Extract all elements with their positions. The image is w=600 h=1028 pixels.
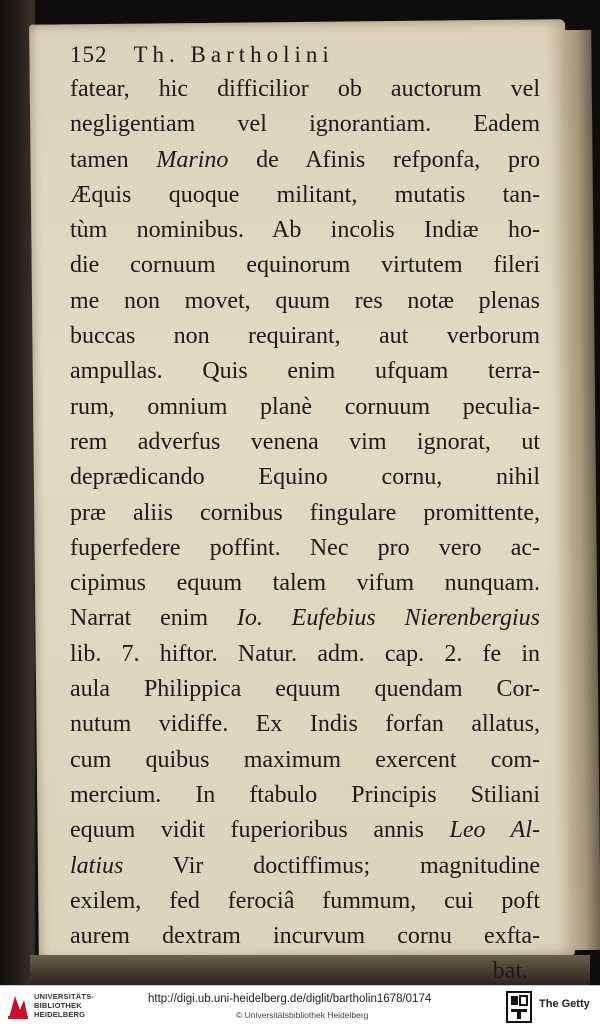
text-segment: deprædicando Equino cornu, nihil — [70, 464, 540, 491]
text-segment: cum quibus maximum exercent com- — [70, 746, 540, 773]
getty-logo-icon — [506, 991, 532, 1023]
text-segment: præ aliis cornibus fingulare promittente, — [70, 499, 540, 526]
text-line — [70, 178, 540, 213]
text-line — [70, 425, 540, 460]
text-segment: fatear, hic difficilior ob auctorum vel — [70, 76, 540, 102]
text-segment: die cornuum equinorum virtutem fileri — [70, 252, 540, 279]
text-segment: Vir doctiffimus; magnitudine — [123, 852, 540, 879]
text-segment: cipimus equum talem vifum nunquam. — [70, 570, 540, 597]
text-segment: tùm nominibus. Ab incolis Indiæ ho- — [70, 217, 540, 244]
copyright-notice: © Universitätsbibliothek Heidelberg — [236, 1010, 369, 1020]
text-segment: rem adverfus venena vim ignorat, ut — [70, 428, 540, 455]
text-segment: tamen — [70, 146, 157, 173]
library-name-line: HEIDELBERG — [34, 1010, 86, 1019]
text-segment: aurem dextram incurvum cornu exfta- — [70, 923, 540, 950]
text-line — [70, 354, 540, 389]
text-line — [70, 566, 540, 601]
text-line — [70, 672, 540, 707]
text-segment: Narrat enim — [70, 605, 237, 632]
text-line — [70, 248, 540, 283]
text-segment: negligentiam vel ignorantiam. Eadem — [70, 111, 540, 138]
text-segment: de Afinis refponfa, pro — [228, 146, 540, 173]
text-segment: me non movet, quum res notæ plenas — [70, 287, 540, 314]
text-line — [70, 284, 540, 319]
permalink-url[interactable]: http://digi.ub.uni-heidelberg.de/diglit/bartholin1678/0174 — [148, 993, 432, 1005]
italic-text: latius — [70, 852, 124, 879]
text-line — [70, 637, 540, 672]
page-text — [70, 38, 540, 985]
text-segment: rum, omnium planè cornuum peculia- — [70, 393, 540, 420]
text-line — [70, 531, 540, 566]
text-line — [70, 107, 540, 142]
text-line — [70, 496, 540, 531]
text-line — [70, 919, 540, 954]
text-segment: equum vidit fuperioribus annis — [70, 817, 450, 844]
library-name-line: UNIVERSITÄTS- — [34, 992, 95, 1001]
page-number: 152 — [70, 42, 108, 67]
italic-text: Marino — [156, 146, 229, 173]
text-segment: nutum vidiffe. Ex Indis forfan allatus, — [70, 711, 540, 738]
library-name-line: BIBLIOTHEK — [34, 1001, 82, 1010]
text-line — [70, 743, 540, 778]
running-head: Th. Bartholini — [133, 42, 334, 67]
text-line — [70, 72, 540, 107]
text-segment: fuperfedere poffint. Nec pro vero ac- — [70, 534, 540, 561]
text-line — [70, 884, 540, 919]
text-line — [70, 460, 540, 495]
text-segment: bat. — [492, 958, 528, 985]
page-header — [70, 38, 540, 72]
italic-text: Leo Al- — [449, 817, 540, 844]
viewer-footer — [0, 985, 600, 1028]
text-line — [70, 954, 540, 985]
text-line — [70, 849, 540, 884]
getty-name: The Getty — [539, 998, 590, 1010]
text-line — [70, 813, 540, 848]
text-segment: buccas non requirant, aut verborum — [70, 323, 540, 350]
text-line — [70, 143, 540, 178]
text-line — [70, 707, 540, 742]
text-line — [70, 319, 540, 354]
text-lines — [70, 72, 540, 985]
text-line — [70, 601, 540, 636]
text-segment: Æquis quoque militant, mutatis tan- — [70, 181, 540, 208]
university-library-logo-icon — [6, 992, 30, 1020]
italic-text: Io. Eufebius Nierenbergius — [236, 605, 540, 632]
text-segment: lib. 7. hiftor. Natur. adm. cap. 2. fe in — [70, 640, 540, 667]
text-segment: exilem, fed ferociâ fummum, cui poft — [70, 887, 540, 914]
text-line — [70, 213, 540, 248]
text-line — [70, 778, 540, 813]
text-line — [70, 390, 540, 425]
text-segment: ampullas. Quis enim ufquam terra- — [70, 358, 540, 385]
library-name — [34, 992, 94, 1019]
text-segment: aula Philippica equum quendam Cor- — [70, 676, 540, 703]
text-segment: mercium. In ftabulo Principis Stiliani — [70, 781, 540, 808]
